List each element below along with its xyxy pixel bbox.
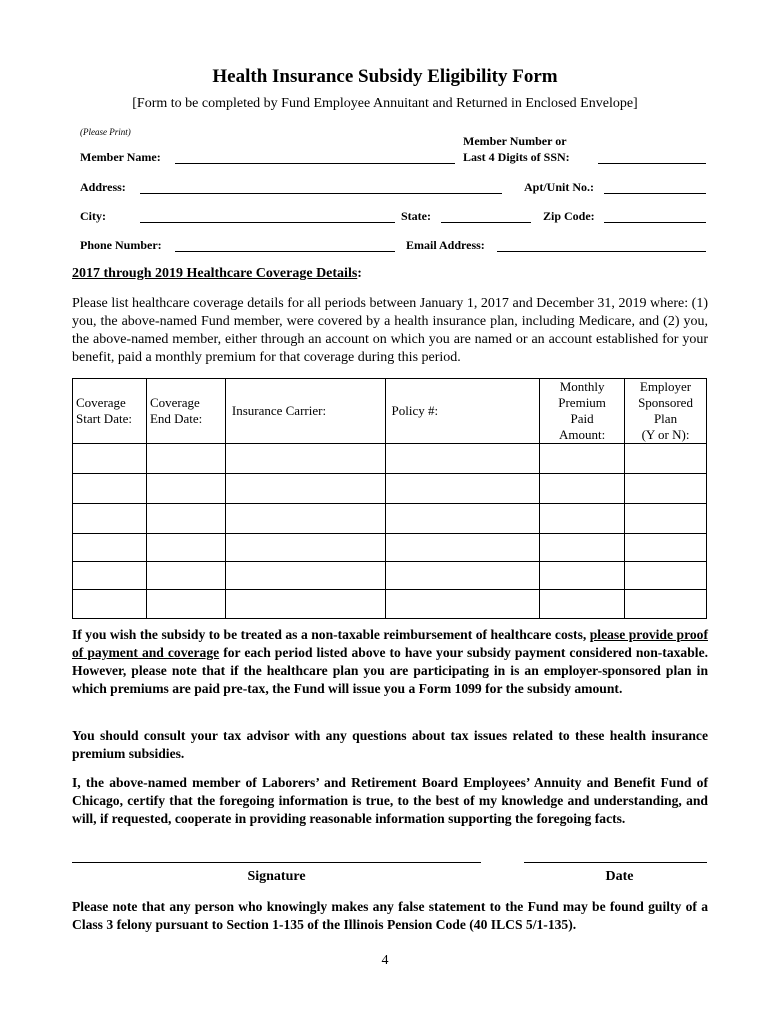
header-text: Employer bbox=[639, 379, 692, 394]
tax-notice-part1: If you wish the subsidy to be treated as a non-taxable reimbursement of healthcare costs, bbox=[72, 627, 587, 642]
table-cell[interactable] bbox=[540, 504, 625, 534]
state-label: State: bbox=[401, 209, 431, 223]
please-print-note: (Please Print) bbox=[80, 127, 131, 137]
apt-field[interactable] bbox=[604, 193, 706, 194]
city-label: City: bbox=[80, 209, 106, 223]
header-text: Amount: bbox=[558, 427, 606, 442]
header-text: Sponsored bbox=[638, 395, 693, 410]
phone-field[interactable] bbox=[175, 251, 395, 252]
table-cell[interactable] bbox=[385, 534, 540, 562]
tax-notice bbox=[72, 626, 708, 698]
table-cell[interactable] bbox=[540, 474, 625, 504]
header-text: Paid bbox=[570, 411, 594, 426]
table-cell[interactable] bbox=[625, 474, 707, 504]
table-cell[interactable] bbox=[225, 534, 385, 562]
table-cell[interactable] bbox=[73, 474, 147, 504]
certification-statement: I, the above-named member of Laborers’ and Retirement Board Employees’ Annuity and Benefit Fund of Chicago, certify that the foregoing information is true, to the best of my knowledge and understanding, and will, if requested, cooperate in providing reasonable information supporting the foregoing facts. bbox=[72, 775, 708, 826]
header-employer-sponsored bbox=[625, 379, 707, 444]
table-cell[interactable] bbox=[73, 590, 147, 619]
table-cell[interactable] bbox=[146, 444, 225, 474]
table-cell[interactable] bbox=[625, 534, 707, 562]
tax-notice-part2: for each period listed above to have your subsidy payment considered non-taxable. However, please note that if the healthcare plan you are participating in is an employer-sponsored plan in which premiums are paid pre-tax, the Fund will issue you a Form 1099 for the subsidy amount. bbox=[72, 645, 708, 696]
page-number: 4 bbox=[381, 953, 389, 968]
coverage-table bbox=[72, 378, 707, 619]
table-cell[interactable] bbox=[146, 474, 225, 504]
date-label: Date bbox=[605, 869, 634, 884]
table-cell[interactable] bbox=[385, 590, 540, 619]
table-row bbox=[73, 474, 707, 504]
address-label: Address: bbox=[80, 180, 126, 194]
header-text: Coverage bbox=[149, 395, 200, 410]
table-cell[interactable] bbox=[625, 504, 707, 534]
signature-label: Signature bbox=[247, 869, 306, 884]
table-cell[interactable] bbox=[385, 504, 540, 534]
zip-label: Zip Code: bbox=[543, 209, 595, 223]
header-insurance-carrier bbox=[225, 379, 385, 444]
table-cell[interactable] bbox=[225, 590, 385, 619]
coverage-instructions: Please list healthcare coverage details for all periods between January 1, 2017 and December 31, 2019 where: (1) you, the above-named Fund member, were covered by a health insurance plan, including Medicare, and (2) you, the above-named member, either through an account on which you are named or an account established for your benefit, paid a monthly premium for that coverage during this period. bbox=[72, 296, 708, 365]
header-coverage-end bbox=[146, 379, 225, 444]
header-text: (Y or N): bbox=[641, 427, 690, 442]
header-text: Monthly bbox=[559, 379, 605, 394]
state-field[interactable] bbox=[441, 222, 531, 223]
table-row bbox=[73, 534, 707, 562]
table-row bbox=[73, 504, 707, 534]
date-line[interactable] bbox=[524, 862, 707, 863]
table-cell[interactable] bbox=[225, 562, 385, 590]
table-cell[interactable] bbox=[385, 474, 540, 504]
header-coverage-start bbox=[73, 379, 147, 444]
table-cell[interactable] bbox=[625, 590, 707, 619]
false-statement-warning: Please note that any person who knowingly makes any false statement to the Fund may be found guilty of a Class 3 felony pursuant to Section 1-135 of the Illinois Pension Code (40 ILCS 5/1-135). bbox=[72, 899, 708, 932]
table-cell[interactable] bbox=[73, 444, 147, 474]
header-text: Coverage bbox=[76, 395, 126, 410]
header-policy-number bbox=[385, 379, 540, 444]
table-cell[interactable] bbox=[625, 562, 707, 590]
header-text: Premium bbox=[558, 395, 606, 410]
section-heading bbox=[72, 266, 362, 282]
table-cell[interactable] bbox=[146, 590, 225, 619]
header-monthly-premium bbox=[540, 379, 625, 444]
header-text: Insurance Carrier: bbox=[231, 403, 327, 418]
table-cell[interactable] bbox=[385, 444, 540, 474]
table-cell[interactable] bbox=[225, 504, 385, 534]
member-number-field[interactable] bbox=[598, 163, 706, 164]
section-heading-colon: : bbox=[357, 266, 362, 281]
table-row bbox=[73, 444, 707, 474]
table-cell[interactable] bbox=[625, 444, 707, 474]
form-subtitle: [Form to be completed by Fund Employee Annuitant and Returned in Enclosed Envelope] bbox=[132, 96, 638, 111]
table-cell[interactable] bbox=[73, 534, 147, 562]
table-cell[interactable] bbox=[73, 504, 147, 534]
table-cell[interactable] bbox=[73, 562, 147, 590]
member-name-label: Member Name: bbox=[80, 150, 161, 164]
email-field[interactable] bbox=[497, 251, 706, 252]
signature-line[interactable] bbox=[72, 862, 481, 863]
table-cell[interactable] bbox=[146, 562, 225, 590]
table-cell[interactable] bbox=[225, 444, 385, 474]
section-heading-text: 2017 through 2019 Healthcare Coverage Details bbox=[72, 266, 358, 281]
phone-label: Phone Number: bbox=[80, 238, 162, 252]
apt-label: Apt/Unit No.: bbox=[524, 180, 595, 194]
table-cell[interactable] bbox=[540, 562, 625, 590]
form-title: Health Insurance Subsidy Eligibility Form bbox=[212, 66, 558, 87]
table-cell[interactable] bbox=[225, 474, 385, 504]
table-cell[interactable] bbox=[385, 562, 540, 590]
email-label: Email Address: bbox=[406, 238, 485, 252]
header-text: End Date: bbox=[149, 411, 203, 426]
member-name-field[interactable] bbox=[175, 163, 455, 164]
city-field[interactable] bbox=[140, 222, 395, 223]
header-text: Policy #: bbox=[391, 403, 439, 418]
member-number-label-line2: Last 4 Digits of SSN: bbox=[463, 150, 570, 164]
table-cell[interactable] bbox=[146, 504, 225, 534]
table-row bbox=[73, 562, 707, 590]
zip-field[interactable] bbox=[604, 222, 706, 223]
table-cell[interactable] bbox=[146, 534, 225, 562]
table-cell[interactable] bbox=[540, 534, 625, 562]
header-text: Plan bbox=[653, 411, 678, 426]
tax-advisor-note: You should consult your tax advisor with any questions about tax issues related to these health insurance premium subsidies. bbox=[72, 728, 708, 761]
table-cell[interactable] bbox=[540, 444, 625, 474]
proof-of-payment-text: please provide proof of payment and coverage bbox=[72, 627, 708, 660]
header-text: Start Date: bbox=[76, 411, 132, 426]
table-row bbox=[73, 590, 707, 619]
table-cell[interactable] bbox=[540, 590, 625, 619]
member-number-label-line1: Member Number or bbox=[463, 134, 567, 148]
address-field[interactable] bbox=[140, 193, 502, 194]
table-header-row bbox=[73, 379, 707, 444]
